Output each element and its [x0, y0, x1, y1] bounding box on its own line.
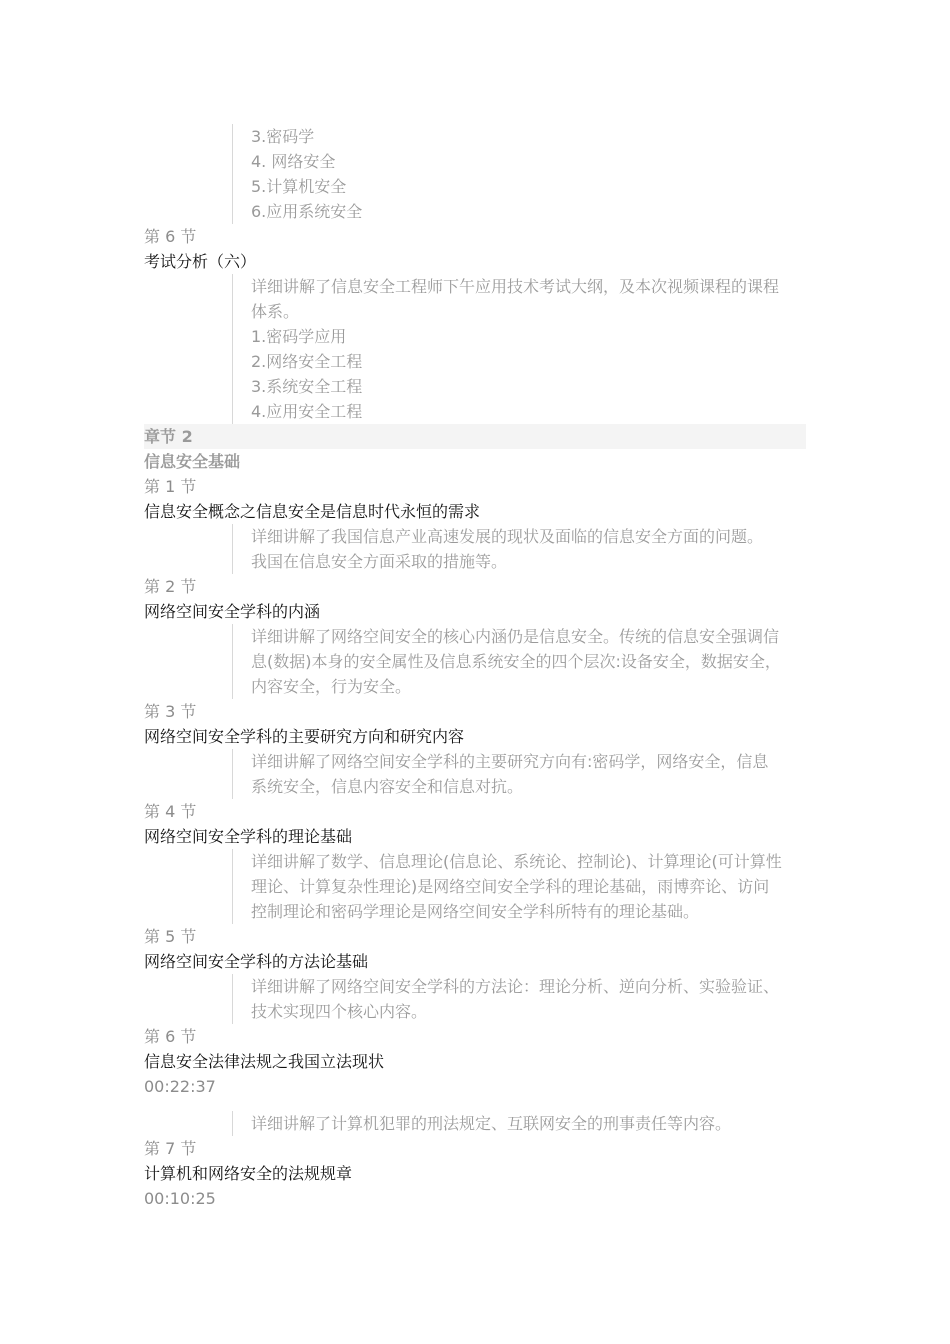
section-label: 第 6 节	[144, 1027, 197, 1046]
section-duration: 00:10:25	[144, 1189, 216, 1208]
section-description: 详细讲解了网络空间安全学科的方法论：理论分析、逆向分析、实验验证、 技术实现四个核心内容。	[232, 974, 806, 1024]
section-label: 第 4 节	[144, 802, 197, 821]
chapter-label: 章节 2	[144, 424, 806, 449]
section-label: 第 5 节	[144, 927, 197, 946]
spacer	[144, 1099, 806, 1111]
list-item: 5.计算机安全	[251, 177, 347, 196]
section-title[interactable]: 计算机和网络安全的法规规章	[144, 1164, 353, 1183]
list-item: 3.密码学	[251, 127, 315, 146]
section-title[interactable]: 信息安全法律法规之我国立法现状	[144, 1052, 385, 1071]
section-label: 第 7 节	[144, 1139, 197, 1158]
section-description: 详细讲解了计算机犯罪的刑法规定、互联网安全的刑事责任等内容。	[232, 1111, 806, 1136]
section-label: 第 1 节	[144, 477, 197, 496]
section-description: 详细讲解了网络空间安全学科的主要研究方向有:密码学，网络安全，信息 系统安全，信息内容安全和信息对抗。	[232, 749, 806, 799]
chapter-title: 信息安全基础	[144, 452, 241, 471]
section-label: 第 3 节	[144, 702, 197, 721]
section-duration: 00:22:37	[144, 1077, 216, 1096]
section-title[interactable]: 网络空间安全学科的内涵	[144, 602, 321, 621]
section-description: 详细讲解了信息安全工程师下午应用技术考试大纲，及本次视频课程的课程 体系。 1.密码学应用 2.网络安全工程 3.系统安全工程 4.应用安全工程	[232, 274, 806, 424]
section-description: 详细讲解了我国信息产业高速发展的现状及面临的信息安全方面的问题。 我国在信息安全方面采取的措施等。	[232, 524, 806, 574]
section-title[interactable]: 信息安全概念之信息安全是信息时代永恒的需求	[144, 502, 481, 521]
section-label: 第 2 节	[144, 577, 197, 596]
section-title[interactable]: 考试分析（六）	[144, 252, 257, 271]
section-title[interactable]: 网络空间安全学科的理论基础	[144, 827, 353, 846]
list-item: 6.应用系统安全	[251, 202, 363, 221]
top-list	[232, 124, 806, 224]
section-description: 详细讲解了网络空间安全的核心内涵仍是信息安全。传统的信息安全强调信 息(数据)本身的安全属性及信息系统安全的四个层次:设备安全，数据安全， 内容安全，行为安全。	[232, 624, 806, 699]
course-outline	[144, 124, 806, 1211]
section-title[interactable]: 网络空间安全学科的方法论基础	[144, 952, 369, 971]
section-description: 详细讲解了数学、信息理论(信息论、系统论、控制论)、计算理论(可计算性 理论、计算复杂性理论)是网络空间安全学科的理论基础，雨博弈论、访问 控制理论和密码学理论是网络空间安全学科所特有的理论基础。	[232, 849, 806, 924]
section-title[interactable]: 网络空间安全学科的主要研究方向和研究内容	[144, 727, 465, 746]
section-label: 第 6 节	[144, 227, 197, 246]
list-item: 4. 网络安全	[251, 152, 336, 171]
